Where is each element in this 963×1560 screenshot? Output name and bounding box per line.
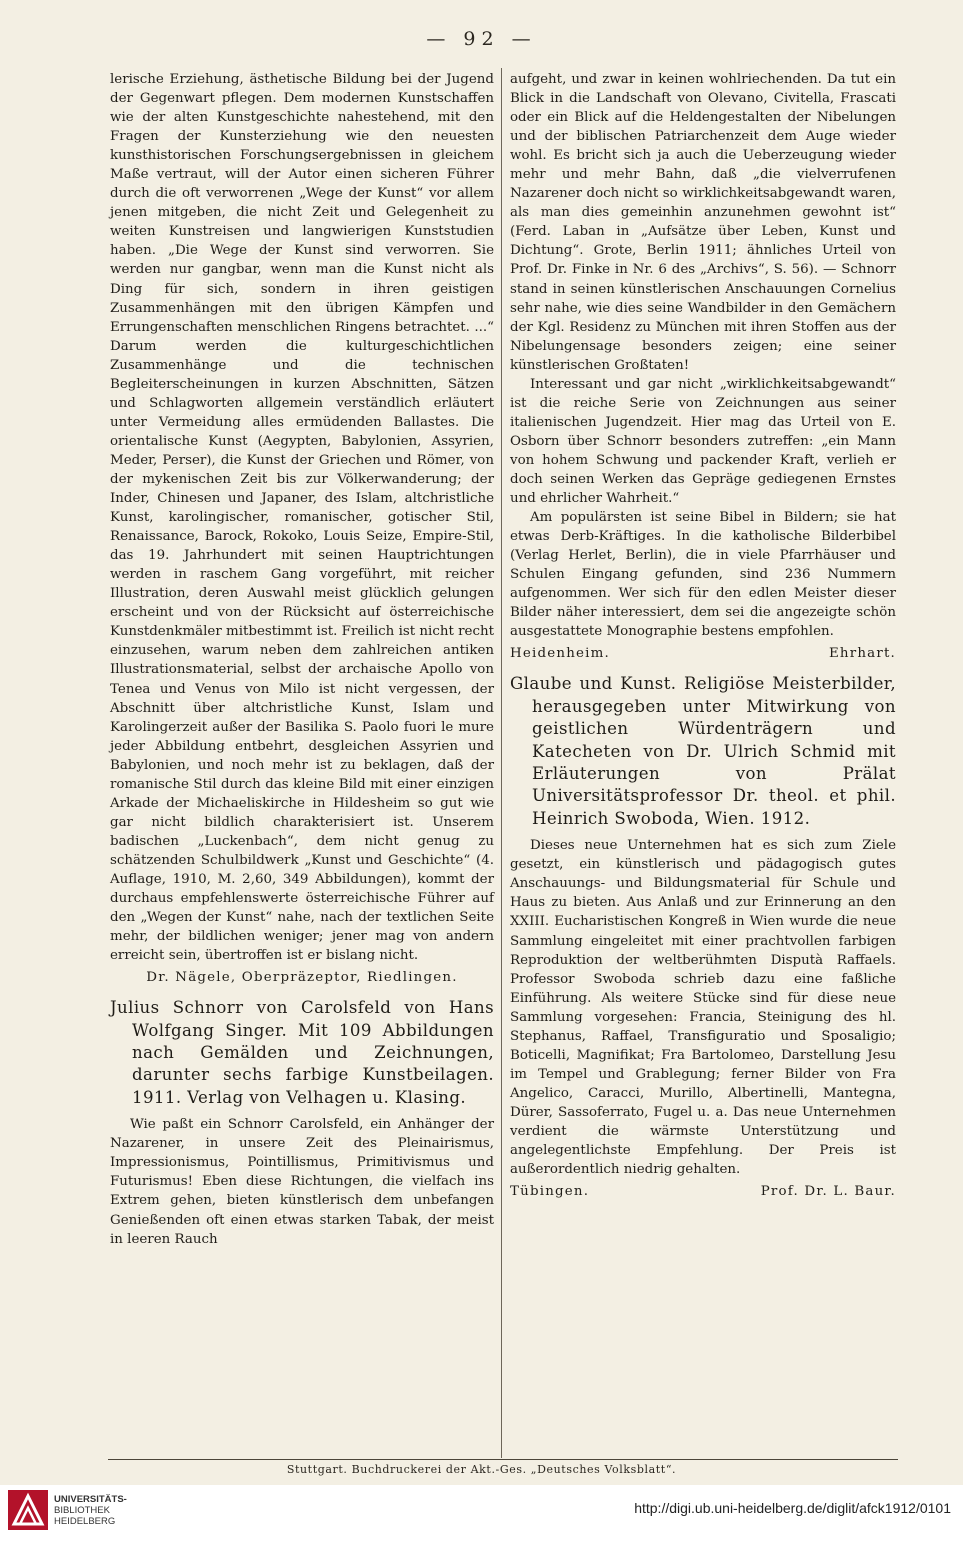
page-number: — 92 — [426,28,537,50]
review-text: Interessant und gar nicht „wirklichkeitsabgewandt“ ist die reiche Serie von Zeichnungen aus seiner italienischen Jugendzeit. Hier mag das Urteil von E. Osborn über Schnorr besonders zutreffen: „ein Mann von hohem Schwung und packender Kraft, verlieh er doch seinen Werken das Gepräge gediegenen Ernstes und ehrlicher Wahrheit.“ [510,376,896,507]
library-name: UNIVERSITÄTS- BIBLIOTHEK HEIDELBERG [54,1493,127,1527]
review-signature: Dr. Nägele, Oberpräzeptor, Riedlingen. [146,970,458,986]
review-text: lerische Erziehung, ästhetische Bildung bei der Jugend der Gegenwart pflegen. Dem modernen Kunstschaffen wie der alten Kunstgeschichte nahestehend, mit den Fragen der Kunsterziehung wie den neuesten kunsthistorischen Forschungsergebnissen in gleichem Maße vertraut, will der Autor einen sicheren Führer durch die oft verworrenen „Wege der Kunst“ vor allem jenen mitgeben, die nicht Zeit und Gelegenheit zu weiten Kunstreisen und langwierigen Kunststudien haben. „Die Wege der Kunst sind verworren. Sie werden nur gangbar, wenn man die Kunst nicht als Ding für sich, sondern in ihren geistigen Zusammenhängen mit den übrigen Kämpfen und Errungenschaften menschlichen Ringens betrachtet. ...“ Darum werden die kulturgeschichtlichen Zusammenhänge und die technischen Begleiterscheinungen in kurzen Abschnitten, Sätzen und Schlagworten allgemein verständlich erläutert unter Vermeidung alles ermüdenden Ballastes. Die orientalische Kunst (Aegypten, Babylonien, Assyrien, Meder, Perser), die Kunst der Griechen und Römer, von der mykenischen Zeit bis zur Völkerwanderung; der Inder, Chinesen und Japaner, des Islam, altchristliche Kunst, karolingischer, romanischer, gotischer Stil, Renaissance, Barock, Rokoko, Louis Seize, Empire-Stil, das 19. Jahrhundert mit seinen Hauptrichtungen werden in raschem Gang vorgeführt, mit reicher Illustration, deren Auswahl meist glücklich gelungen erscheint und von der Rücksicht auf österreichische Kunstdenkmäler mitbestimmt ist. Freilich ist nicht recht einzusehen, warum neben dem zahlreichen antiken Illustrationsmaterial, selbst der archaische Apollo von Tenea und Venus von Milo ist nicht vergessen, der Abschnitt über altchristliche Kunst, Islam und Karolingerzeit außer der Basilika S. Paolo fuori le mure jeder Abbildung entbehrt, desgleichen Assyrien und Babylonien, und noch mehr ist zu beklagen, daß der romanische Stil durch das kleine Bild mit einer einzigen Arkade der Michaeliskirche in Hildesheim so gut wie gar nicht bildlich charakterisiert ist. Unserem badischen „Luckenbach“, dem nicht genug zu schätzenden Schulbildwerk „Kunst und Geschichte“ (4. Auflage, 1910, M. 2,60, 349 Abbildungen), kommt der durchaus empfehlenswerte österreichische Führer auf den „Wegen der Kunst“ nahe, nach der textlichen Seite mehr, der bildlichen weniger; jener mag von andern erreicht sein, übertroffen ist er bislang nicht. [110,72,494,964]
right-column [510,70,896,1207]
viewer-footer [0,1485,963,1560]
review-signature [510,1182,896,1201]
library-logo[interactable] [8,1490,127,1530]
review-heading: Glaube und Kunst. Religiöse Meisterbilder, herausgegeben unter Mitwirkung von geistlichen Würdenträgern und Katecheten von Dr. Ulrich Schmid mit Erläuterungen von Prälat Universitätsprofessor Dr. theol. et phil. Heinrich Swoboda, Wien. 1912. [510,674,896,828]
source-url-link[interactable]: http://digi.ub.uni-heidelberg.de/diglit/afck1912/0101 [634,1500,951,1516]
review-text: aufgeht, und zwar in keinen wohlriechenden. Da tut ein Blick in die Landschaft von Olevano, Civitella, Frascati oder ein Blick auf die Heldengestalten der Nibelungen und der biblischen Patriarchenzeit dem Auge wieder wohl. Es bricht sich ja auch die Ueberzeugung wieder mehr und mehr Bahn, daß „die vielverrufenen Nazarener doch nicht so wirklichkeitsabgewandt waren, als man dies gemeinhin anzunehmen gewohnt ist“ (Ferd. Laban in „Aufsätze über Leben, Kunst und Dichtung“. Grote, Berlin 1911; ähnliches Urteil von Prof. Dr. Finke in Nr. 6 des „Archivs“, S. 56). — Schnorr stand in seinen künstlerischen Anschauungen Cornelius sehr nahe, wie dies seine Wandbilder in den Gemächern der Kgl. Residenz zu München mit ihren Stoffen aus der Nibelungensage besonders zeigen; eine seiner künstlerischen Großtaten! [510,72,896,373]
review-text: Dieses neue Unternehmen hat es sich zum Ziele gesetzt, ein künstlerisch und pädagogisch gutes Anschauungs- und Bildungsmaterial für Schule und Haus zu bieten. Aus Anlaß und zur Erinnerung an den XXIII. Eucharistischen Kongreß in Wien wurde die neue Sammlung eingeleitet mit einer prachtvollen farbigen Reproduktion der weltberühmten Disputà Raffaels. Professor Swoboda schrieb dazu eine faßliche Einführung. Als weitere Stücke sind für diese neue Sammlung vorgesehen: Francia, Steinigung des hl. Stephanus, Raffael, Transfiguratio und Sposaligio; Boticelli, Magnifikat; Fra Bartolomeo, Darstellung Jesu im Tempel und Grablegung; ferner Bilder von Fra Angelico, Caracci, Murillo, Albertinelli, Mantegna, Dürer, Sassoferrato, Fugel u. a. Das neue Unternehmen verdient die wärmste Unterstützung und angelegentlichste Empfehlung. Der Preis ist außerordentlich niedrig gehalten. [510,838,896,1178]
signature-name: Ehrhart. [828,646,896,662]
column-divider [501,68,502,1458]
signature-name: Prof. Dr. L. Baur. [760,1184,896,1200]
review-text: Wie paßt ein Schnorr Carolsfeld, ein Anhänger der Nazarener, in unsere Zeit des Pleinairismus, Impressionismus, Pointillismus, Primitivismus und Futurismus! Eben diese Richtungen, die vielfach ins Extrem gehen, bieten künstlerisch dem unbefangen Genießenden oft einen etwas starken Tabak, der meist in leeren Rauch [110,1117,494,1247]
printer-rule [108,1459,898,1460]
review-text: Am populärsten ist seine Bibel in Bildern; sie hat etwas Derb-Kräftiges. In die katholische Bilderbibel (Verlag Herlet, Berlin), die in viele Pfarrhäuser und Schulen Eingang gefunden, sind 236 Nummern aufgenommen. Wer sich für den edlen Meister dieser Bilder näher interessiert, dem sei die angezeigte schön ausgestattete Monographie bestens empfohlen. [510,510,896,640]
left-column [110,70,494,1249]
library-seal-icon [8,1490,48,1530]
signature-place: Tübingen. [510,1184,590,1200]
signature-place: Heidenheim. [510,646,610,662]
printer-line: Stuttgart. Buchdruckerei der Akt.-Ges. „Deutsches Volksblatt“. [286,1463,677,1476]
review-signature [510,644,896,663]
review-heading: Julius Schnorr von Carolsfeld von Hans Wolfgang Singer. Mit 109 Abbildungen nach Gemälden und Zeichnungen, darunter sechs farbige Kunstbeilagen. 1911. Verlag von Velhagen u. Klasing. [110,998,494,1107]
